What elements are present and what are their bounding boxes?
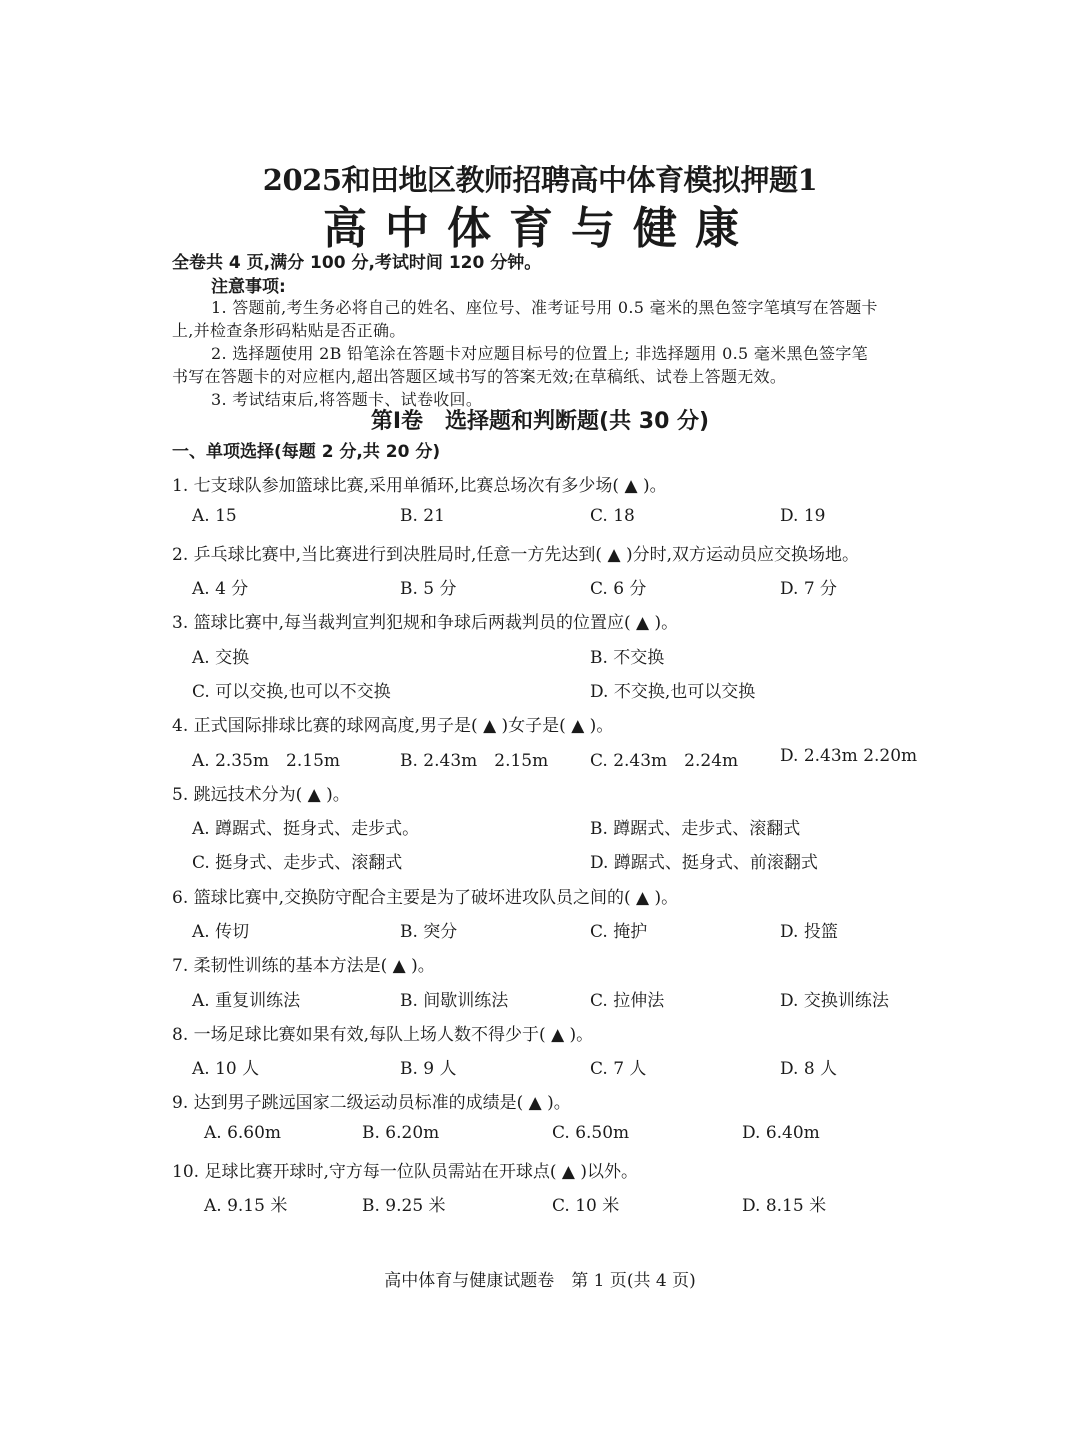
q4-option-a: A. 2.35m 2.15m [192,751,341,771]
q1-option-b: B. 21 [400,506,445,526]
q8-option-b: B. 9 人 [400,1059,457,1079]
question-2: 2. 乒乓球比赛中,当比赛进行到决胜局时,任意一方先达到( ▲ )分时,双方运动员应交换场地。 [172,545,859,565]
q2-option-c: C. 6 分 [590,579,647,599]
q7-option-b: B. 间歇训练法 [400,991,509,1011]
q9-option-b: B. 6.20m [362,1123,440,1143]
exam-info: 全卷共 4 页,满分 100 分,考试时间 120 分钟。 [172,253,542,273]
q9-option-d: D. 6.40m [742,1123,820,1143]
question-7: 7. 柔韧性训练的基本方法是( ▲ )。 [172,956,435,976]
q3-option-d: D. 不交换,也可以交换 [590,682,756,702]
q7-option-a: A. 重复训练法 [192,991,301,1011]
note-2-line-2: 书写在答题卡的对应框内,超出答题区域书写的答案无效;在草稿纸、试卷上答题无效。 [172,367,787,386]
q6-option-c: C. 掩护 [590,922,648,942]
q8-option-d: D. 8 人 [780,1059,838,1079]
q5-option-d: D. 蹲踞式、挺身式、前滚翻式 [590,853,818,873]
q10-option-b: B. 9.25 米 [362,1196,446,1216]
q10-option-c: C. 10 米 [552,1196,620,1216]
q6-option-d: D. 投篮 [780,922,838,942]
part-title: 一、单项选择(每题 2 分,共 20 分) [172,442,441,462]
q9-option-a: A. 6.60m [204,1123,282,1143]
q6-option-b: B. 突分 [400,922,458,942]
q3-option-a: A. 交换 [192,648,250,668]
q8-option-c: C. 7 人 [590,1059,647,1079]
q5-option-a: A. 蹲踞式、挺身式、走步式。 [192,819,420,839]
note-1-line-2: 上,并检查条形码粘贴是否正确。 [172,321,406,340]
q4-option-c: C. 2.43m 2.24m [590,751,739,771]
note-3-line-1: 3. 考试结束后,将答题卡、试卷收回。 [211,390,483,409]
q4-option-b: B. 2.43m 2.15m [400,751,549,771]
question-9: 9. 达到男子跳远国家二级运动员标准的成绩是( ▲ )。 [172,1093,571,1113]
q1-option-c: C. 18 [590,506,635,526]
question-4: 4. 正式国际排球比赛的球网高度,男子是( ▲ )女子是( ▲ )。 [172,716,614,736]
q6-option-a: A. 传切 [192,922,250,942]
q10-option-d: D. 8.15 米 [742,1196,827,1216]
question-3: 3. 篮球比赛中,每当裁判宣判犯规和争球后两裁判员的位置应( ▲ )。 [172,613,679,633]
q7-option-c: C. 拉伸法 [590,991,665,1011]
q8-option-a: A. 10 人 [192,1059,260,1079]
q2-option-a: A. 4 分 [192,579,249,599]
q2-option-d: D. 7 分 [780,579,838,599]
q3-option-b: B. 不交换 [590,648,665,668]
notice-title: 注意事项: [211,277,286,297]
q5-option-b: B. 蹲踞式、走步式、滚翻式 [590,819,801,839]
q3-option-c: C. 可以交换,也可以不交换 [192,682,391,702]
page-footer: 高中体育与健康试题卷 第 1 页(共 4 页) [384,1271,696,1291]
question-8: 8. 一场足球比赛如果有效,每队上场人数不得少于( ▲ )。 [172,1025,594,1045]
note-1-line-1: 1. 答题前,考生务必将自己的姓名、座位号、准考证号用 0.5 毫米的黑色签字笔填写在答题卡 [211,298,878,317]
q4-option-d: D. 2.43m 2.20m [780,746,918,766]
note-2-line-1: 2. 选择题使用 2B 铅笔涂在答题卡对应题目标号的位置上; 非选择题用 0.5 毫米黑色签字笔 [211,344,868,363]
q10-option-a: A. 9.15 米 [204,1196,288,1216]
q5-option-c: C. 挺身式、走步式、滚翻式 [192,853,403,873]
question-10: 10. 足球比赛开球时,守方每一位队员需站在开球点( ▲ )以外。 [172,1162,638,1182]
question-1: 1. 七支球队参加篮球比赛,采用单循环,比赛总场次有多少场( ▲ )。 [172,476,667,496]
q1-option-d: D. 19 [780,506,826,526]
q9-option-c: C. 6.50m [552,1123,630,1143]
question-6: 6. 篮球比赛中,交换防守配合主要是为了破坏进攻队员之间的( ▲ )。 [172,888,679,908]
q2-option-b: B. 5 分 [400,579,457,599]
section-title: 第Ⅰ卷 选择题和判断题(共 30 分) [370,409,710,434]
question-5: 5. 跳远技术分为( ▲ )。 [172,785,350,805]
exam-title: 2025和田地区教师招聘高中体育模拟押题1 [262,163,818,197]
subject-heading: 高中体育与健康 [323,203,757,254]
q1-option-a: A. 15 [192,506,237,526]
q7-option-d: D. 交换训练法 [780,991,889,1011]
